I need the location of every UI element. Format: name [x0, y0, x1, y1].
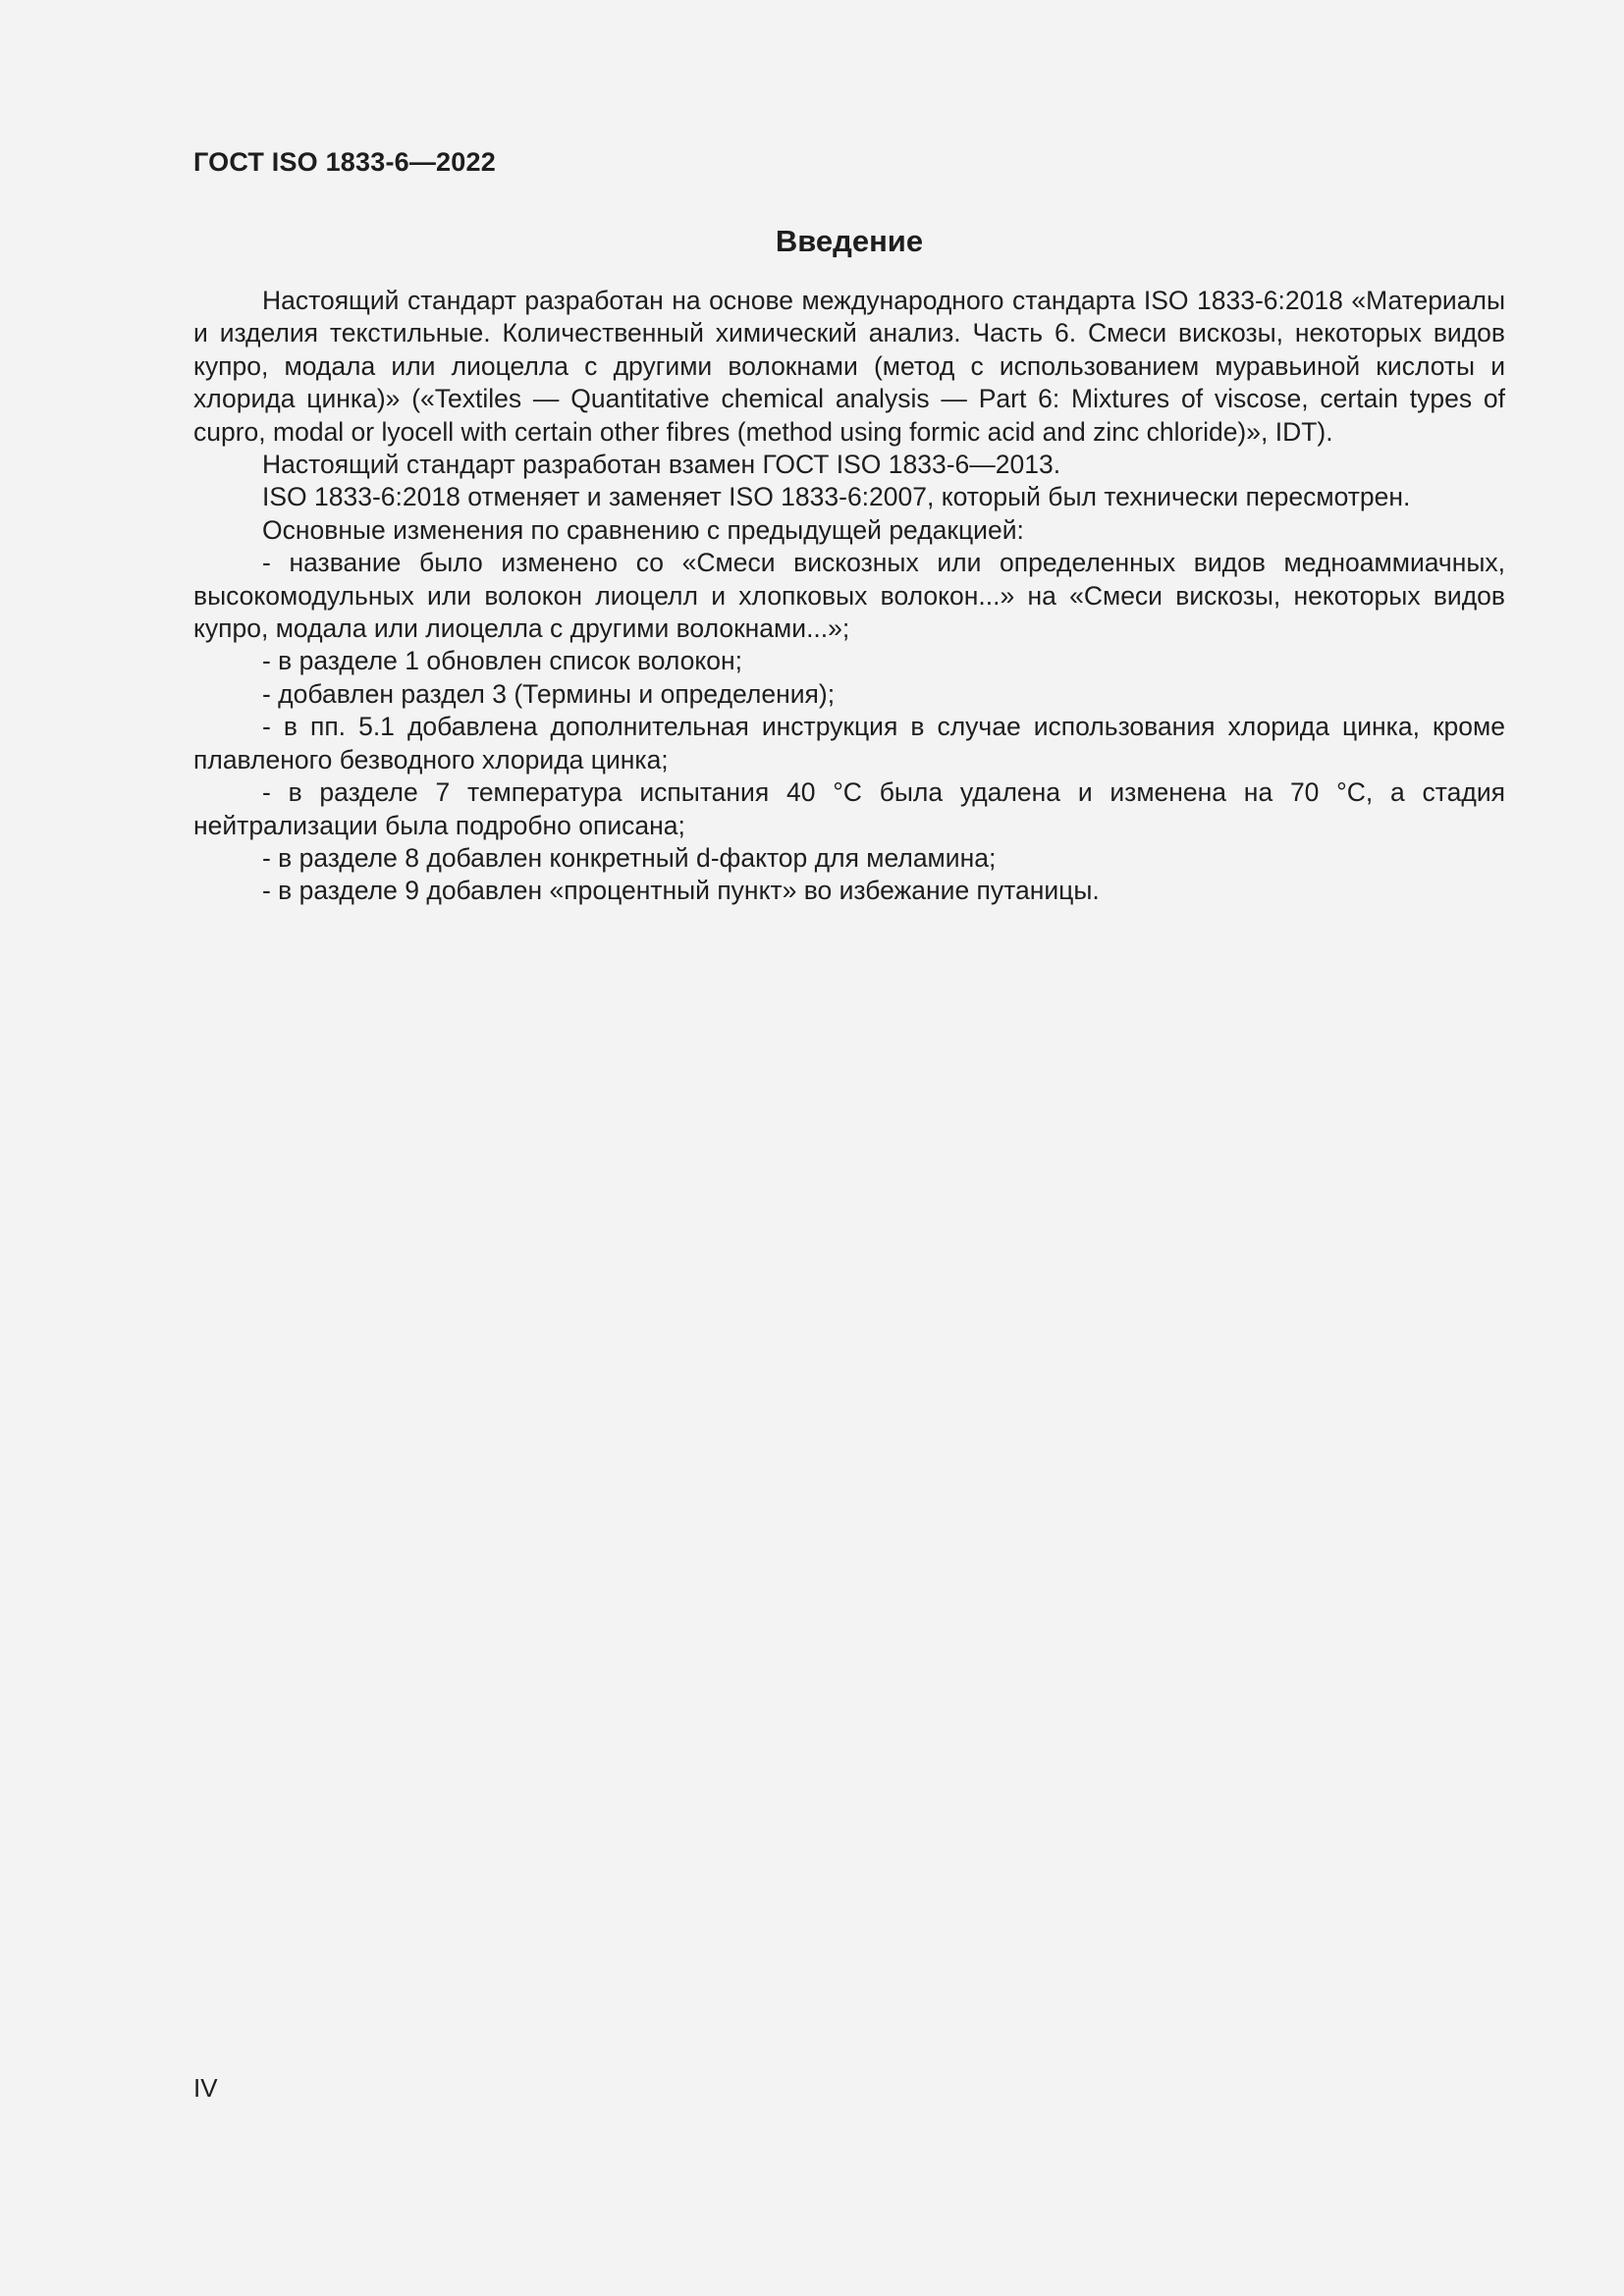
- change-item-section-9: - в разделе 9 добавлен «процентный пункт» во избежание путаницы.: [262, 876, 1100, 906]
- paragraph-replaces-iso: ISO 1833-6:2018 отменяет и заменяет ISO 1833-6:2007, который был технически пересмотрен.: [262, 482, 1411, 512]
- change-item-section-8: - в разделе 8 добавлен конкретный d-фактор для меламина;: [262, 842, 997, 873]
- paragraph-replaces-gost: Настоящий стандарт разработан взамен ГОСТ ISO 1833-6—2013.: [262, 450, 1061, 480]
- document-code-header: ГОСТ ISO 1833-6—2022: [193, 147, 496, 177]
- change-item-section-7: - в разделе 7 температура испытания 40 °C была удалена и изменена на 70 °C, а стадия нейтрализации была подробно описана;: [193, 777, 1505, 840]
- page-number: IV: [193, 2073, 218, 2103]
- change-item-section-1: - в разделе 1 обновлен список волокон;: [262, 646, 743, 676]
- change-item-title: - название было изменено со «Смеси вискозных или определенных видов медноаммиачных, высокомодульных или волокон лиоцелл и хлопковых волокон...» на «Смеси вискозы, некоторых видов купро, модала или лиоцелла с другими волокнами...»;: [193, 548, 1505, 644]
- section-title: Введение: [775, 224, 924, 258]
- introduction-body: [193, 285, 1505, 908]
- paragraph-basis: Настоящий стандарт разработан на основе международного стандарта ISO 1833-6:2018 «Материалы и изделия текстильные. Количественный химический анализ. Часть 6. Смеси вискозы, некоторых видов купро, модала или лиоцелла с другими волокнами (метод с использованием муравьиной кислоты и хлорида цинка)» («Textiles — Quantitative chemical analysis — Part 6: Mixtures of viscose, certain types of cupro, modal or lyocell with certain other fibres (method using formic acid and zinc chloride)», IDT).: [193, 286, 1505, 447]
- change-item-section-3: - добавлен раздел 3 (Термины и определения);: [262, 678, 836, 709]
- paragraph-changes-intro: Основные изменения по сравнению с предыдущей редакцией:: [262, 514, 1024, 545]
- change-item-clause-5-1: - в пп. 5.1 добавлена дополнительная инструкция в случае использования хлорида цинка, кроме плавленого безводного хлорида цинка;: [193, 712, 1505, 774]
